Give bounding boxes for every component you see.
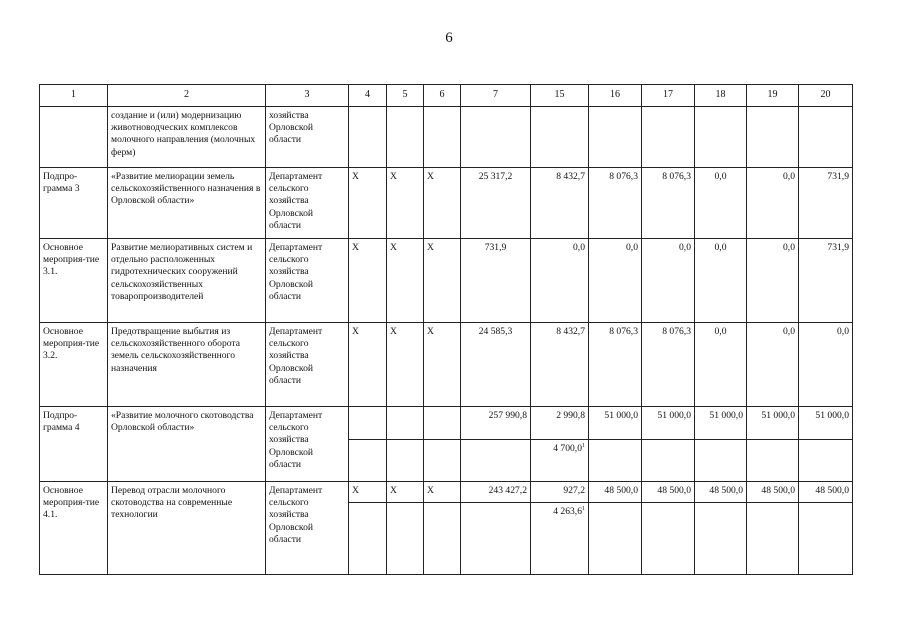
row-description: «Развитие мелиорации земель сельскохозяйственного назначения в Орловской области» bbox=[108, 168, 266, 239]
cell-4: X bbox=[349, 323, 387, 407]
cell-16: 0,0 bbox=[589, 239, 642, 323]
footnote-mark: 1 bbox=[582, 505, 585, 512]
cell-15: 8 432,7 bbox=[531, 323, 589, 407]
cell-17: 8 076,3 bbox=[642, 323, 695, 407]
cell-17 bbox=[642, 107, 695, 168]
header-cell: 4 bbox=[349, 85, 387, 107]
sub-cell-4 bbox=[349, 503, 387, 575]
cell-7: 25 317,2 bbox=[461, 168, 531, 239]
row-label: Подпро-грамма 3 bbox=[40, 168, 108, 239]
table-row bbox=[40, 168, 853, 239]
table-row bbox=[40, 107, 853, 168]
row-label: Основное мероприя-тие 4.1. bbox=[40, 482, 108, 575]
cell-6 bbox=[424, 107, 461, 168]
cell-4 bbox=[349, 107, 387, 168]
header-cell: 2 bbox=[108, 85, 266, 107]
header-cell: 1 bbox=[40, 85, 108, 107]
cell-20: 48 500,0 bbox=[799, 482, 853, 503]
cell-7: 731,9 bbox=[461, 239, 531, 323]
sub-cell-5 bbox=[387, 503, 424, 575]
header-cell: 19 bbox=[747, 85, 799, 107]
header-cell: 18 bbox=[695, 85, 747, 107]
cell-19: 0,0 bbox=[747, 323, 799, 407]
cell-20: 51 000,0 bbox=[799, 407, 853, 440]
cell-19: 48 500,0 bbox=[747, 482, 799, 503]
cell-20: 731,9 bbox=[799, 239, 853, 323]
cell-5 bbox=[387, 407, 424, 440]
cell-7: 243 427,2 bbox=[461, 482, 531, 503]
sub-cell-18 bbox=[695, 503, 747, 575]
header-cell: 3 bbox=[266, 85, 349, 107]
table-row bbox=[40, 407, 853, 440]
cell-15: 2 990,8 bbox=[531, 407, 589, 440]
cell-4: X bbox=[349, 239, 387, 323]
header-cell: 7 bbox=[461, 85, 531, 107]
cell-16: 8 076,3 bbox=[589, 168, 642, 239]
cell-5: X bbox=[387, 482, 424, 503]
header-cell: 20 bbox=[799, 85, 853, 107]
cell-15: 8 432,7 bbox=[531, 168, 589, 239]
table-row bbox=[40, 482, 853, 503]
row-description: создание и (или) модернизацию животноводческих комплексов молочного направления (молочных ферм) bbox=[108, 107, 266, 168]
cell-16 bbox=[589, 107, 642, 168]
footnote-mark: 1 bbox=[582, 442, 585, 449]
cell-19: 0,0 bbox=[747, 239, 799, 323]
sub-cell-16 bbox=[589, 503, 642, 575]
cell-15: 0,0 bbox=[531, 239, 589, 323]
row-executor: Департамент сельского хозяйства Орловской области bbox=[266, 239, 349, 323]
cell-16: 8 076,3 bbox=[589, 323, 642, 407]
cell-6: X bbox=[424, 482, 461, 503]
cell-7: 257 990,8 bbox=[461, 407, 531, 440]
cell-7: 24 585,3 bbox=[461, 323, 531, 407]
cell-4: X bbox=[349, 168, 387, 239]
header-cell: 17 bbox=[642, 85, 695, 107]
cell-18 bbox=[695, 107, 747, 168]
sub-cell-5 bbox=[387, 440, 424, 482]
row-executor: Департамент сельского хозяйства Орловской области bbox=[266, 323, 349, 407]
cell-5: X bbox=[387, 168, 424, 239]
sub-value: 4 263,6 bbox=[553, 506, 582, 517]
sub-cell-6 bbox=[424, 503, 461, 575]
cell-17: 8 076,3 bbox=[642, 168, 695, 239]
table-row bbox=[40, 239, 853, 323]
cell-6: X bbox=[424, 323, 461, 407]
cell-7 bbox=[461, 107, 531, 168]
cell-5 bbox=[387, 107, 424, 168]
cell-18: 48 500,0 bbox=[695, 482, 747, 503]
cell-20: 731,9 bbox=[799, 168, 853, 239]
sub-value: 4 700,0 bbox=[553, 443, 582, 454]
cell-16: 51 000,0 bbox=[589, 407, 642, 440]
cell-6: X bbox=[424, 239, 461, 323]
table-row bbox=[40, 323, 853, 407]
cell-17: 51 000,0 bbox=[642, 407, 695, 440]
row-label: Основное мероприя-тие 3.2. bbox=[40, 323, 108, 407]
cell-19 bbox=[747, 107, 799, 168]
row-description: Перевод отрасли молочного скотоводства на современные технологии bbox=[108, 482, 266, 575]
row-description: «Развитие молочного скотоводства Орловской области» bbox=[108, 407, 266, 482]
row-description: Развитие мелиоративных систем и отдельно расположенных гидротехнических сооружений сельскохозяйственных товаропроизводителей bbox=[108, 239, 266, 323]
sub-cell-15 bbox=[531, 440, 589, 482]
header-cell: 6 bbox=[424, 85, 461, 107]
sub-cell-15 bbox=[531, 503, 589, 575]
cell-16: 48 500,0 bbox=[589, 482, 642, 503]
cell-20 bbox=[799, 107, 853, 168]
sub-cell-6 bbox=[424, 440, 461, 482]
cell-15 bbox=[531, 107, 589, 168]
sub-cell-19 bbox=[747, 503, 799, 575]
sub-cell-18 bbox=[695, 440, 747, 482]
row-label bbox=[40, 107, 108, 168]
cell-18: 0,0 bbox=[695, 239, 747, 323]
row-label: Основное мероприя-тие 3.1. bbox=[40, 239, 108, 323]
cell-15: 927,2 bbox=[531, 482, 589, 503]
cell-17: 0,0 bbox=[642, 239, 695, 323]
row-label: Подпро-грамма 4 bbox=[40, 407, 108, 482]
sub-cell-20 bbox=[799, 503, 853, 575]
sub-cell-4 bbox=[349, 440, 387, 482]
cell-18: 0,0 bbox=[695, 168, 747, 239]
sub-cell-17 bbox=[642, 503, 695, 575]
cell-5: X bbox=[387, 323, 424, 407]
sub-cell-16 bbox=[589, 440, 642, 482]
sub-cell-19 bbox=[747, 440, 799, 482]
header-row bbox=[40, 85, 853, 107]
header-cell: 16 bbox=[589, 85, 642, 107]
row-description: Предотвращение выбытия из сельскохозяйственного оборота земель сельскохозяйственного назначения bbox=[108, 323, 266, 407]
sub-cell-7 bbox=[461, 503, 531, 575]
row-executor: Департамент сельского хозяйства Орловской области bbox=[266, 482, 349, 575]
row-executor: Департамент сельского хозяйства Орловской области bbox=[266, 168, 349, 239]
cell-19: 51 000,0 bbox=[747, 407, 799, 440]
cell-4 bbox=[349, 407, 387, 440]
cell-4: X bbox=[349, 482, 387, 503]
program-table bbox=[39, 84, 853, 575]
row-executor: хозяйства Орловской области bbox=[266, 107, 349, 168]
cell-5: X bbox=[387, 239, 424, 323]
header-cell: 15 bbox=[531, 85, 589, 107]
row-executor: Департамент сельского хозяйства Орловской области bbox=[266, 407, 349, 482]
cell-18: 0,0 bbox=[695, 323, 747, 407]
cell-6: X bbox=[424, 168, 461, 239]
header-cell: 5 bbox=[387, 85, 424, 107]
cell-18: 51 000,0 bbox=[695, 407, 747, 440]
sub-cell-17 bbox=[642, 440, 695, 482]
cell-6 bbox=[424, 407, 461, 440]
cell-19: 0,0 bbox=[747, 168, 799, 239]
sub-cell-20 bbox=[799, 440, 853, 482]
sub-cell-7 bbox=[461, 440, 531, 482]
cell-20: 0,0 bbox=[799, 323, 853, 407]
page-number: 6 bbox=[445, 30, 453, 46]
cell-17: 48 500,0 bbox=[642, 482, 695, 503]
